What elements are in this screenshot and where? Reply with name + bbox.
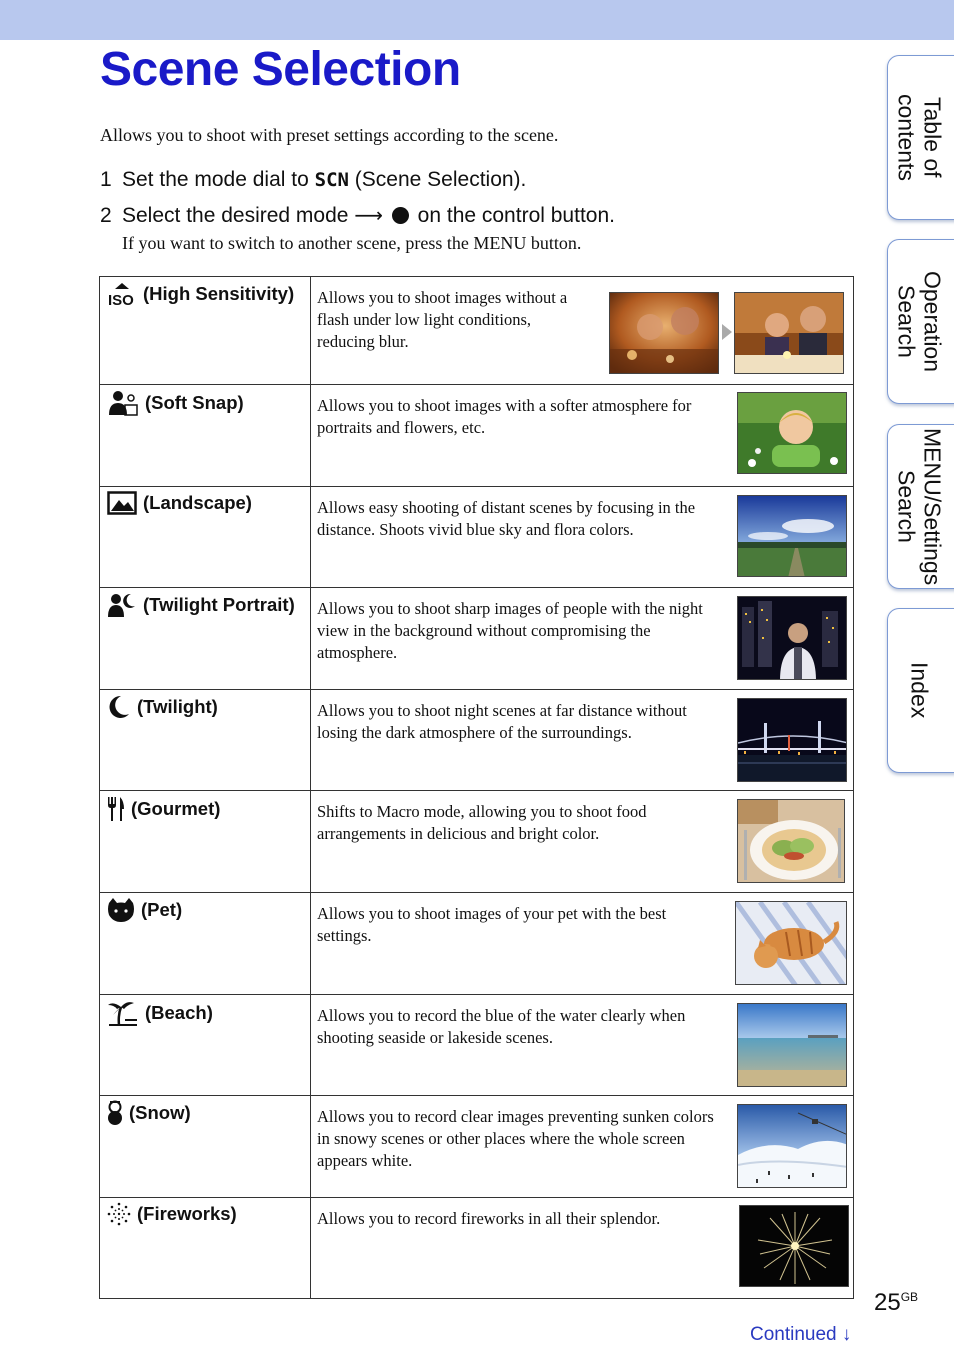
tab-operation-search[interactable] — [887, 239, 954, 404]
table-row — [100, 1198, 854, 1299]
step-text: (Scene Selection). — [348, 168, 527, 191]
table-row — [100, 1096, 854, 1198]
mode-name: (Twilight) — [100, 690, 310, 720]
tab-label: Table of contents — [893, 94, 946, 181]
svg-text:ISO: ISO — [108, 292, 134, 307]
mode-description: Allows you to shoot images without a flash under low light conditions, reducing blur. — [317, 288, 568, 351]
mode-description: Shifts to Macro mode, allowing you to shoot food arrangements in delicious and bright color. — [317, 802, 647, 843]
mode-name: (Snow) — [100, 1096, 310, 1126]
tab-label: Index — [906, 662, 933, 719]
table-row — [100, 385, 854, 487]
photo-night-portrait — [737, 596, 847, 680]
fireworks-icon — [107, 1202, 131, 1226]
mode-name: (Gourmet) — [100, 791, 310, 823]
mode-name: (Beach) — [100, 995, 310, 1027]
step-number: 1 — [100, 168, 112, 191]
table-row — [100, 791, 854, 893]
mode-description: Allows you to record clear images preventing sunken colors in snowy scenes or other places where the whole screen appears white. — [317, 1107, 714, 1170]
mode-description: Allows you to shoot night scenes at far distance without losing the dark atmosphere of the surroundings. — [317, 701, 687, 742]
scene-mode-table — [99, 276, 854, 1299]
mode-description: Allows you to shoot images with a softer atmosphere for portraits and flowers, etc. — [317, 396, 692, 437]
center-button-icon — [392, 207, 409, 224]
mode-name: (Pet) — [100, 893, 310, 923]
table-row — [100, 995, 854, 1096]
step-2 — [100, 203, 615, 228]
photo-snow — [737, 1104, 847, 1188]
step-text: Select the desired mode — [122, 204, 355, 227]
mode-name: (Soft Snap) — [100, 385, 310, 417]
mode-description: Allows you to record the blue of the water clearly when shooting seaside or lakeside scenes. — [317, 1006, 686, 1047]
iso-icon — [107, 281, 137, 307]
table-row — [100, 277, 854, 385]
page-number: $25^{GB}$ — [874, 1289, 919, 1316]
soft-snap-icon — [107, 389, 139, 417]
mode-description: Allows you to shoot images of your pet with the best settings. — [317, 904, 667, 945]
table-row — [100, 588, 854, 690]
photo-blurred — [609, 292, 719, 374]
table-row — [100, 487, 854, 588]
tab-label: Operation Search — [893, 270, 946, 372]
mode-name: (Twilight Portrait) — [100, 588, 310, 618]
landscape-icon — [107, 491, 137, 515]
step-text: Set the mode dial to — [122, 168, 315, 191]
step-number: 2 — [100, 204, 112, 227]
photo-beach — [737, 1003, 847, 1087]
continued-link[interactable]: Continued ↓ — [750, 1324, 852, 1345]
tab-index[interactable] — [887, 608, 954, 773]
tab-menu-settings-search[interactable] — [887, 424, 954, 589]
mode-description: Allows you to shoot sharp images of people with the night view in the background without compromising the atmosphere. — [317, 599, 703, 662]
header-bar — [0, 0, 954, 40]
photo-cat — [735, 901, 847, 985]
photo-night-bridge — [737, 698, 847, 782]
palm-tree-icon — [107, 999, 139, 1027]
photo-boy-in-grass — [737, 392, 847, 474]
mode-description: Allows you to record fireworks in all their splendor. — [317, 1209, 661, 1228]
photo-fireworks — [739, 1205, 849, 1287]
tab-table-of-contents[interactable] — [887, 55, 954, 220]
arrow-right-icon — [722, 324, 732, 340]
photo-sharp — [734, 292, 844, 374]
fork-knife-icon — [107, 795, 125, 823]
scn-icon: SCN — [314, 169, 349, 191]
arrow-down-icon: ↓ — [841, 1324, 852, 1345]
snowman-icon — [107, 1100, 123, 1126]
photo-food-plate — [737, 799, 845, 883]
table-row — [100, 893, 854, 995]
page-suffix: GB — [900, 1290, 919, 1304]
tab-label: MENU/Settings Search — [893, 427, 946, 586]
twilight-portrait-icon — [107, 592, 137, 618]
mode-name: (Landscape) — [100, 487, 310, 515]
photo-landscape — [737, 495, 847, 577]
step-1 — [100, 168, 526, 192]
cat-icon — [107, 897, 135, 923]
table-row — [100, 690, 854, 791]
menu-note: If you want to switch to another scene, press the MENU button. — [122, 233, 582, 253]
mode-name: ISO (High Sensitivity) — [108, 283, 295, 307]
page-title: Scene Selection — [100, 43, 461, 96]
moon-icon — [107, 694, 131, 720]
step-text: on the control button. — [411, 204, 615, 227]
intro-text: Allows you to shoot with preset settings according to the scene. — [100, 125, 559, 145]
arrow-right-icon: ⟶ — [354, 203, 383, 227]
mode-name: (Fireworks) — [100, 1198, 310, 1226]
mode-description: Allows easy shooting of distant scenes by focusing in the distance. Shoots vivid blue sky and flora colors. — [317, 498, 696, 539]
